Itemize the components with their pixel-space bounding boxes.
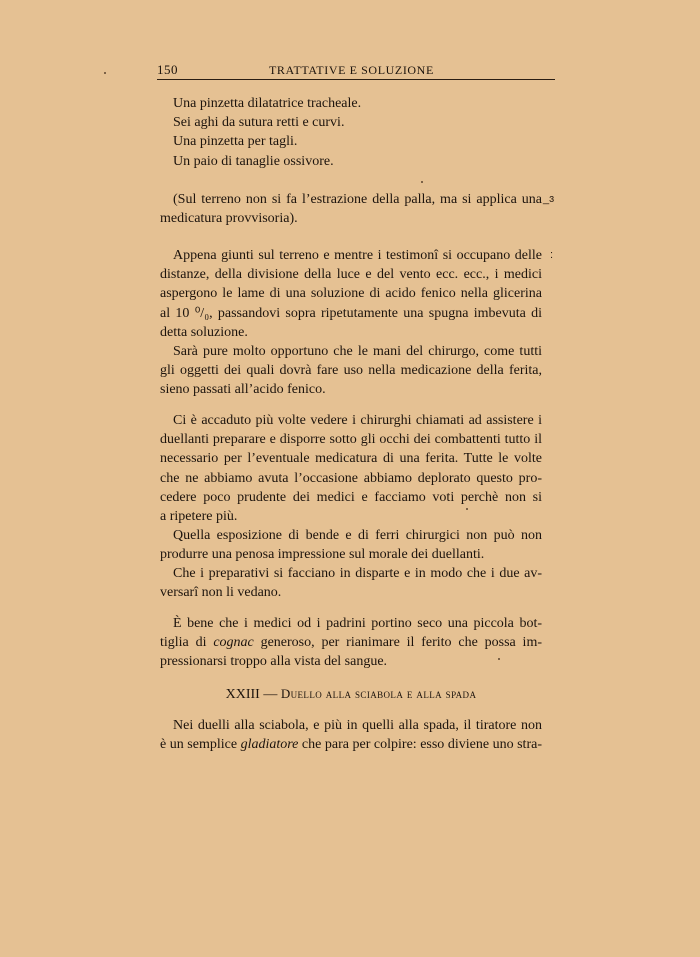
italic-word: cognac [213, 635, 254, 651]
section-number: XXIII — [225, 687, 281, 702]
text-fragment: è un semplice [160, 737, 241, 753]
text-line: che ne abbiamo avuta l’occasione abbiamo deplorato questo pro- [160, 470, 542, 486]
text-line: pressionarsi troppo alla vista del sangue. [160, 654, 388, 670]
list-item: Una pinzetta per tagli. [173, 134, 298, 150]
margin-mark: : [550, 249, 554, 261]
paragraph-preparations [160, 564, 542, 602]
scan-speck [498, 658, 500, 660]
page-number: 150 [157, 62, 178, 77]
text-line: aspergono le lame di una soluzione di acido fenico nella glicerina [160, 286, 542, 302]
scan-speck [466, 508, 468, 510]
running-head [157, 62, 553, 78]
text-line: Che i preparativi si facciano in disparte e in modo che i due av- [173, 566, 542, 581]
text-line: gli oggetti dei quali dovrà fare uso nella medicazione della ferita, [160, 363, 542, 379]
text-line [160, 633, 542, 652]
text-line: sieno passati all’acido fenico. [160, 382, 326, 398]
text-line: medicatura provvisoria). [160, 211, 298, 227]
list-item: Una pinzetta dilatatrice tracheale. [173, 96, 362, 111]
text-line: (Sul terreno non si fa l’estrazione della palla, ma si applica una [173, 192, 542, 207]
margin-mark: _ɜ [543, 193, 555, 205]
text-line: Ci è accaduto più volte vedere i chirurghi chiamati ad assistere i [173, 413, 542, 428]
text-line: necessario per l’eventuale medicatura di una ferita. Tutte le volte [160, 451, 542, 467]
paragraph-surgeons-display [160, 411, 542, 526]
text-line: Nei duelli alla sciabola, e più in quelli alla spada, il tiratore non [173, 718, 542, 733]
section-heading [160, 684, 542, 703]
text-fragment: tiglia di [160, 635, 214, 651]
text-fragment: che para per colpire: esso diviene uno stra- [298, 737, 542, 753]
italic-word: gladiatore [240, 737, 299, 753]
text-line: produrre una penosa impressione sul morale dei duellanti. [160, 547, 485, 563]
list-item: Un paio di tanaglie ossivore. [173, 153, 334, 169]
text-line: È bene che i medici od i padrini portino seco una piccola bot- [173, 616, 542, 631]
text-line: duellanti preparare e disporre sotto gli occhi dei combattenti tutto il [160, 432, 542, 448]
paragraph-sabre-duels [160, 716, 542, 754]
scan-speck [421, 181, 423, 183]
paragraph-bandages-exposure [160, 526, 542, 564]
paragraph-cognac [160, 614, 542, 672]
paragraph-provisional-dressing [160, 190, 542, 228]
text-line: Appena giunti sul terreno e mentre i testimonî si occupano delle [173, 248, 542, 263]
running-title: TRATTATIVE E SOLUZIONE [269, 63, 434, 77]
list-item: Sei aghi da sutura retti e curvi. [173, 115, 345, 131]
instrument-list [160, 94, 542, 171]
section-title: Duello alla sciabola e alla spada [280, 686, 477, 701]
text-line: versarî non li vedano. [160, 585, 282, 601]
text-fragment: generoso, per rianimare il ferito che possa im- [253, 635, 542, 651]
text-line: detta soluzione. [160, 324, 248, 340]
text-line: al 10 ⁰/₀, passandovi sopra ripetutamente una spugna imbevuta di [160, 305, 542, 321]
paragraph-disinfection [160, 246, 542, 342]
text-line: cedere poco prudente dei medici e facciamo voti perchè non si [160, 489, 542, 505]
paragraph-surgeon-hands [160, 342, 542, 400]
scan-speck [104, 72, 106, 74]
text-line: Quella esposizione di bende e di ferri chirurgici non può non [173, 528, 542, 543]
text-line [160, 735, 542, 754]
text-line: distanze, della divisione della luce e del vento ecc. ecc., i medici [160, 267, 542, 283]
header-rule [157, 79, 555, 80]
text-line: a ripetere più. [160, 508, 238, 524]
text-line: Sarà pure molto opportuno che le mani del chirurgo, come tutti [173, 344, 542, 359]
